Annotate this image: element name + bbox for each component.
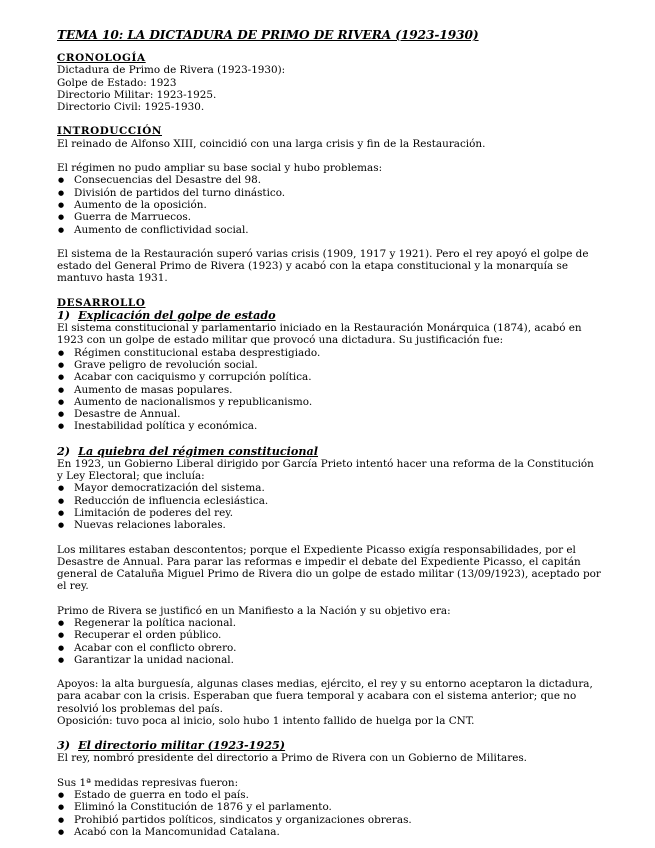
bullet-list bbox=[57, 482, 602, 531]
bullet-list bbox=[57, 789, 602, 838]
list-item: ● Desastre de Annual. bbox=[57, 408, 602, 420]
subsection-heading bbox=[57, 309, 602, 322]
list-item: ● Eliminó la Constitución de 1876 y el parlamento. bbox=[57, 801, 602, 813]
paragraph: Primo de Rivera se justificó en un Manifiesto a la Nación y su objetivo era: bbox=[57, 604, 451, 617]
cronologia-line: Golpe de Estado: 1923 bbox=[57, 76, 177, 89]
paragraph: Oposición: tuvo poca al inicio, solo hubo 1 intento fallido de huelga por la CNT. bbox=[57, 715, 475, 728]
cronologia-line: Directorio Militar: 1923-1925. bbox=[57, 88, 217, 101]
list-item: ● Aumento de masas populares. bbox=[57, 384, 602, 396]
list-item: ● Estado de guerra en todo el país. bbox=[57, 789, 602, 801]
list-item: ● Prohibió partidos políticos, sindicatos y organizaciones obreras. bbox=[57, 814, 602, 826]
document-page bbox=[57, 28, 602, 838]
bullet-list bbox=[57, 174, 602, 235]
paragraph: Apoyos: la alta burguesía, algunas clases medias, ejército, el rey y su entorno aceptaron la dictadura, para acabar con la crisis. Esperaban que fuera temporal y acabara con el sistema anterior; que no resolvió los problemas del país. bbox=[57, 678, 593, 715]
list-item: ● Regenerar la política nacional. bbox=[57, 617, 602, 629]
subsection-label: Explicación del golpe de estado bbox=[78, 308, 276, 323]
subsection-number: 2) bbox=[57, 443, 71, 458]
list-item: ● Guerra de Marruecos. bbox=[57, 211, 602, 223]
list-item: ● Acabó con la Mancomunidad Catalana. bbox=[57, 826, 602, 838]
list-item: ● Reducción de influencia eclesiástica. bbox=[57, 495, 602, 507]
list-item: ● Aumento de la oposición. bbox=[57, 199, 602, 211]
list-item: ● Aumento de nacionalismos y republicanismo. bbox=[57, 396, 602, 408]
document-title: TEMA 10: LA DICTADURA DE PRIMO DE RIVERA (1923-1930) bbox=[57, 28, 479, 42]
paragraph: Sus 1ª medidas represivas fueron: bbox=[57, 776, 239, 789]
paragraph: En 1923, un Gobierno Liberal dirigido por García Prieto intentó hacer una reforma de la Constitución y Ley Electoral; que incluía: bbox=[57, 457, 594, 483]
list-item: ● Consecuencias del Desastre del 98. bbox=[57, 174, 602, 186]
bullet-list bbox=[57, 347, 602, 433]
cronologia-line: Directorio Civil: 1925-1930. bbox=[57, 101, 205, 114]
paragraph: El sistema de la Restauración superó varias crisis (1909, 1917 y 1921). Pero el rey apoyó el golpe de estado del General Primo de Rivera (1923) y acabó con la etapa constitucional y la monarquía se mantuvo hasta 1931. bbox=[57, 247, 589, 285]
list-item: ● Nuevas relaciones laborales. bbox=[57, 519, 602, 531]
list-item: ● Acabar con caciquismo y corrupción política. bbox=[57, 371, 602, 383]
subsection-number: 1) bbox=[57, 308, 71, 323]
list-item: ● Recuperar el orden público. bbox=[57, 629, 602, 641]
cronologia-line: Dictadura de Primo de Rivera (1923-1930): bbox=[57, 64, 286, 77]
list-item: ● Régimen constitucional estaba desprestigiado. bbox=[57, 347, 602, 359]
list-item: ● Mayor democratización del sistema. bbox=[57, 482, 602, 494]
list-item: ● Aumento de conflictividad social. bbox=[57, 224, 602, 236]
cronologia-heading: CRONOLOGÍA bbox=[57, 52, 146, 64]
paragraph: Los militares estaban descontentos; porque el Expediente Picasso exigía responsabilidades, por el Desastre de Annual. Para parar las reformas e impedir el debate del Expediente Picasso, el capitán general de Cataluña Miguel Primo de Rivera dio un golpe de estado militar (13/09/1923), aceptado por el rey. bbox=[57, 543, 601, 593]
paragraph: El rey, nombró presidente del directorio a Primo de Rivera con un Gobierno de Militares. bbox=[57, 752, 527, 765]
subsection-label: La quiebra del régimen constitucional bbox=[78, 443, 319, 458]
list-item: ● División de partidos del turno dinástico. bbox=[57, 187, 602, 199]
list-item: ● Acabar con el conflicto obrero. bbox=[57, 642, 602, 654]
bullet-list bbox=[57, 617, 602, 666]
subsection-heading bbox=[57, 445, 602, 458]
introduccion-heading: INTRODUCCIÓN bbox=[57, 125, 162, 138]
list-item: ● Grave peligro de revolución social. bbox=[57, 359, 602, 371]
list-item: ● Limitación de poderes del rey. bbox=[57, 507, 602, 519]
paragraph: El reinado de Alfonso XIII, coincidió con una larga crisis y fin de la Restauración. bbox=[57, 137, 486, 150]
list-item: ● Garantizar la unidad nacional. bbox=[57, 654, 602, 666]
paragraph: El régimen no pudo ampliar su base social y hubo problemas: bbox=[57, 162, 383, 175]
list-item: ● Inestabilidad política y económica. bbox=[57, 420, 602, 432]
paragraph: El sistema constitucional y parlamentario iniciado en la Restauración Monárquica (1874), acabó en 1923 con un golpe de estado militar que provocó una dictadura. Su justificación fue: bbox=[57, 322, 582, 347]
subsection-number: 3) bbox=[57, 738, 71, 753]
desarrollo-heading: DESARROLLO bbox=[57, 296, 146, 309]
subsection-heading bbox=[57, 739, 602, 752]
subsection-label: El directorio militar (1923-1925) bbox=[78, 738, 286, 753]
